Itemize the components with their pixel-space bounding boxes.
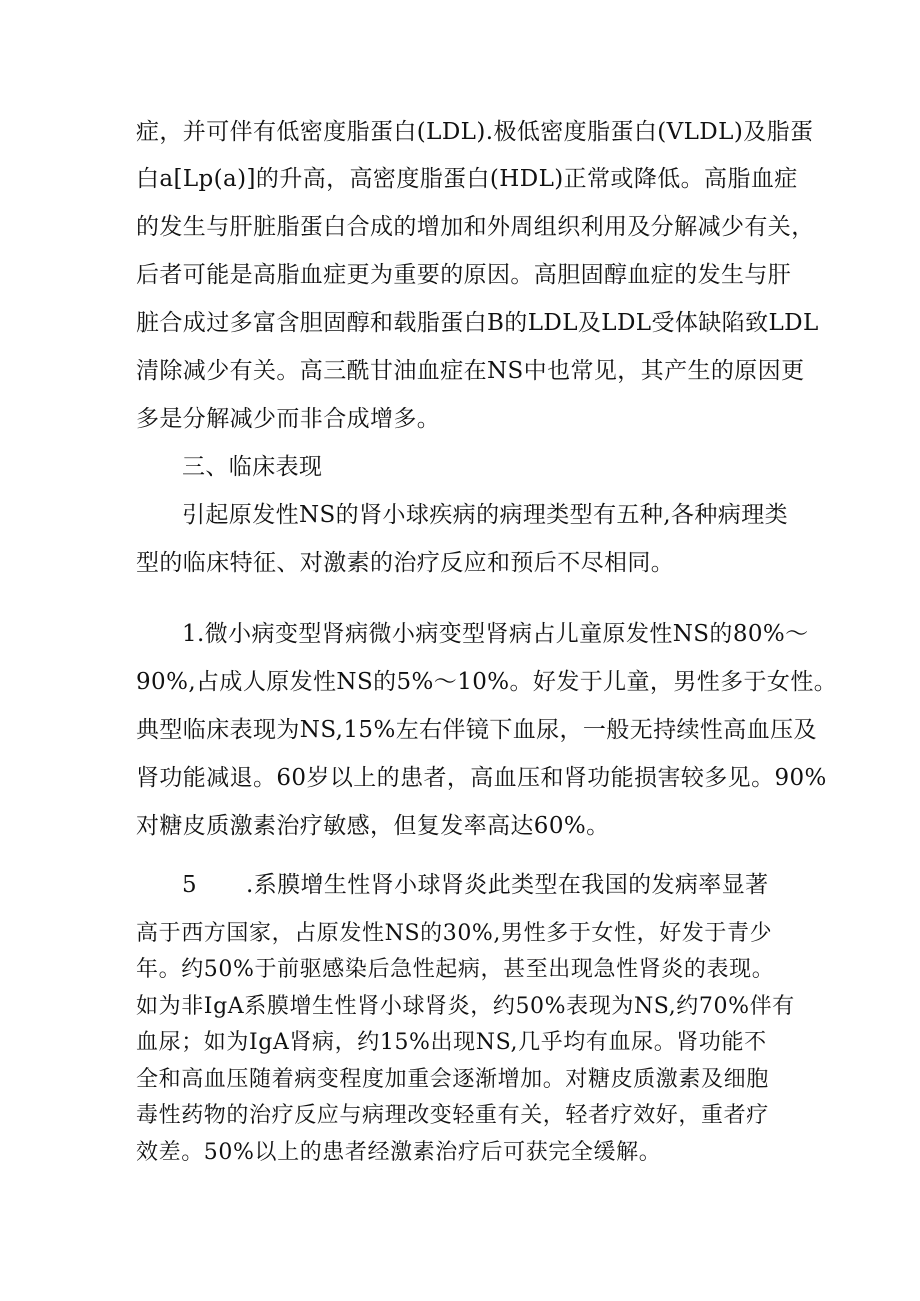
text-line: 肾功能减退。60岁以上的患者，高血压和肾功能损害较多见。90% (136, 765, 827, 791)
text-line: .系膜增生性肾小球肾炎此类型在我国的发病率显著 (246, 872, 769, 898)
text-line: 引起原发性NS的肾小球疾病的病理类型有五种,各种病理类 (182, 502, 788, 528)
text-line: 后者可能是高脂血症更为重要的原因。高胆固醇血症的发生与肝 (136, 262, 792, 288)
section-heading: 三、临床表现 (182, 454, 323, 480)
text-line: 全和高血压随着病变程度加重会逐渐增加。对糖皮质激素及细胞 (136, 1067, 769, 1092)
text-line: 毒性药物的治疗反应与病理改变轻重有关，轻者疗效好，重者疗 (136, 1103, 769, 1128)
text-line: 多是分解减少而非合成增多。 (136, 406, 441, 432)
text-line: 高于西方国家，占原发性NS的30%,男性多于女性，好发于青少 (136, 921, 773, 946)
text-line: 90%,占成人原发性NS的5%～10%。好发于儿童，男性多于女性。 (136, 669, 838, 695)
text-line: 血尿；如为IgA肾病，约15%出现NS,几乎均有血尿。肾功能不 (136, 1030, 767, 1055)
text-line: 典型临床表现为NS,15%左右伴镜下血尿，一般无持续性高血压及 (136, 717, 817, 743)
text-line: 清除减少有关。高三酰甘油血症在NS中也常见，其产生的原因更 (136, 358, 805, 384)
text-line: 如为非IgA系膜增生性肾小球肾炎，约50%表现为NS,约70%伴有 (136, 994, 795, 1019)
text-line: 效差。50%以上的患者经激素治疗后可获完全缓解。 (136, 1140, 662, 1165)
text-line: 白a[Lp(a)]的升高，高密度脂蛋白(HDL)正常或降低。高脂血症 (136, 166, 798, 192)
text-line: 的发生与肝脏脂蛋白合成的增加和外周组织利用及分解减少有关， (136, 214, 815, 240)
text-line: 型的临床特征、对激素的治疗反应和预后不尽相同。 (136, 550, 675, 576)
list-number: 5 (182, 872, 198, 898)
text-line: 症，并可伴有低密度脂蛋白(LDL).极低密度脂蛋白(VLDL)及脂蛋 (136, 119, 814, 145)
text-line: 1.微小病变型肾病微小病变型肾病占儿童原发性NS的80%～ (182, 621, 809, 647)
text-line: 年。约50%于前驱感染后急性起病，甚至出现急性肾炎的表现。 (136, 957, 775, 982)
text-line: 脏合成过多富含胆固醇和载脂蛋白B的LDL及LDL受体缺陷致LDL (136, 310, 819, 336)
text-line: 对糖皮质激素治疗敏感，但复发率高达60%。 (136, 813, 610, 839)
